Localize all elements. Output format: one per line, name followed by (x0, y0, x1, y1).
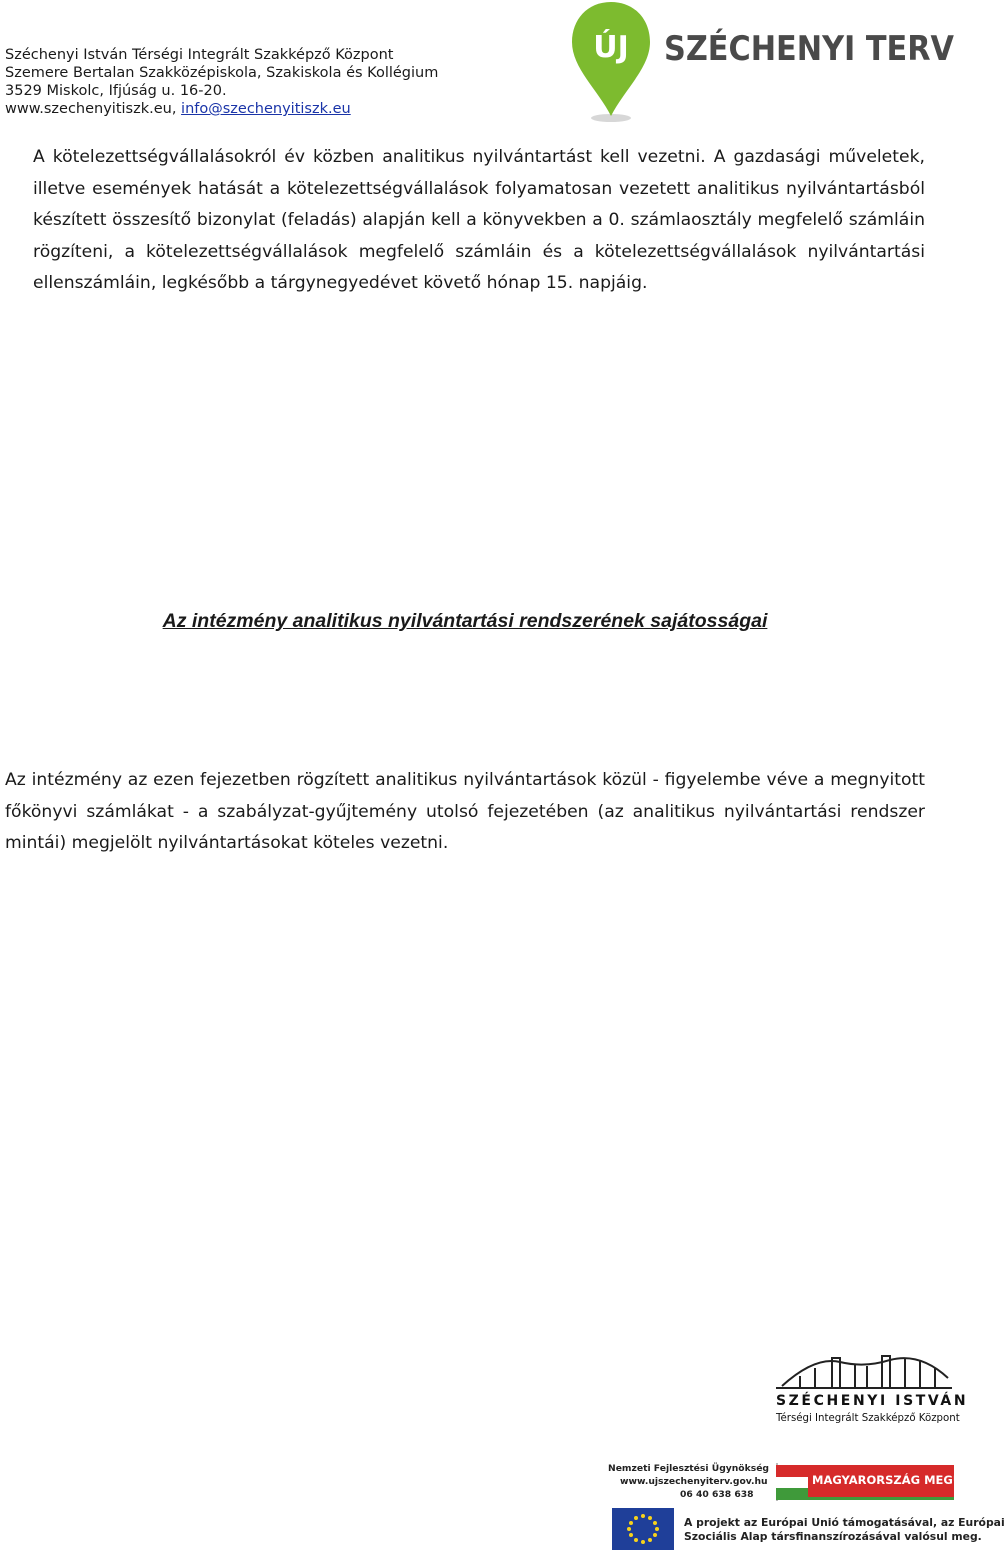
eu-funding-statement (684, 1516, 1005, 1544)
eu-statement-line2: Szociális Alap társfinanszírozásával valósul meg. (684, 1530, 982, 1543)
contact-line (5, 100, 438, 118)
nfu-contact-block (608, 1462, 769, 1501)
flag-label: MAGYARORSZÁG MEGÚJUL (812, 1473, 984, 1487)
uj-szechenyi-terv-logo (568, 0, 990, 125)
email-link[interactable]: info@szechenyitiszk.eu (181, 101, 351, 117)
org-name-line2: Szemere Bertalan Szakközépiskola, Szakiskola és Kollégium (5, 65, 439, 81)
logo-uj-text: ÚJ (593, 30, 629, 65)
website-text: www.szechenyitiszk.eu, (5, 101, 177, 117)
eu-flag-icon (612, 1508, 674, 1550)
logo-title-text: SZÉCHENYI TERV (664, 29, 990, 69)
body-paragraph-2: Az intézmény az ezen fejezetben rögzített analitikus nyilvántartások közül - figyelembe véve a megnyitott főkönyvi számlákat - a szabályzat-gyűjtemény utolsó fejezetében (az analitikus nyilvántartási rendszer mintái) megjelölt nyilvántartásokat köteles vezetni. (5, 770, 925, 853)
nfu-phone: 06 40 638 638 (680, 1489, 754, 1500)
body-paragraph-1: A kötelezettségvállalásokról év közben analitikus nyilvántartást kell vezetni. A gazdasági műveletek, illetve események hatását a kötelezettségvállalások folyamatosan vezetett analitikus nyilvántartásból készített összesítő bizonylat (feladás) alapján kell a könyvekben a 0. számlaosztály megfelelő számláin rögzíteni, a kötelezettségvállalások megfelelő számláin és a kötelezettségvállalások nyilvántartási ellenszámláin, legkésőbb a tárgynegyedévet követő hónap 15. napjáig. (33, 147, 925, 293)
szi-title: SZÉCHENYI ISTVÁN (776, 1393, 969, 1409)
bridge-cable-icon (782, 1358, 948, 1386)
header-address-block (5, 46, 438, 118)
nfu-name: Nemzeti Fejlesztési Ügynökség (608, 1463, 769, 1474)
nfu-website: www.ujszechenyiterv.gov.hu (620, 1476, 768, 1487)
org-address: 3529 Miskolc, Ifjúság u. 16-20. (5, 83, 227, 99)
szi-subtitle: Térségi Integrált Szakképző Központ (776, 1413, 960, 1424)
section-heading: Az intézmény analitikus nyilvántartási rendszerének sajátosságai (162, 610, 768, 632)
eu-statement-line1: A projekt az Európai Unió támogatásával, az Európai (684, 1516, 1005, 1529)
org-name-line1: Széchenyi István Térségi Integrált Szakképző Központ (5, 47, 394, 63)
